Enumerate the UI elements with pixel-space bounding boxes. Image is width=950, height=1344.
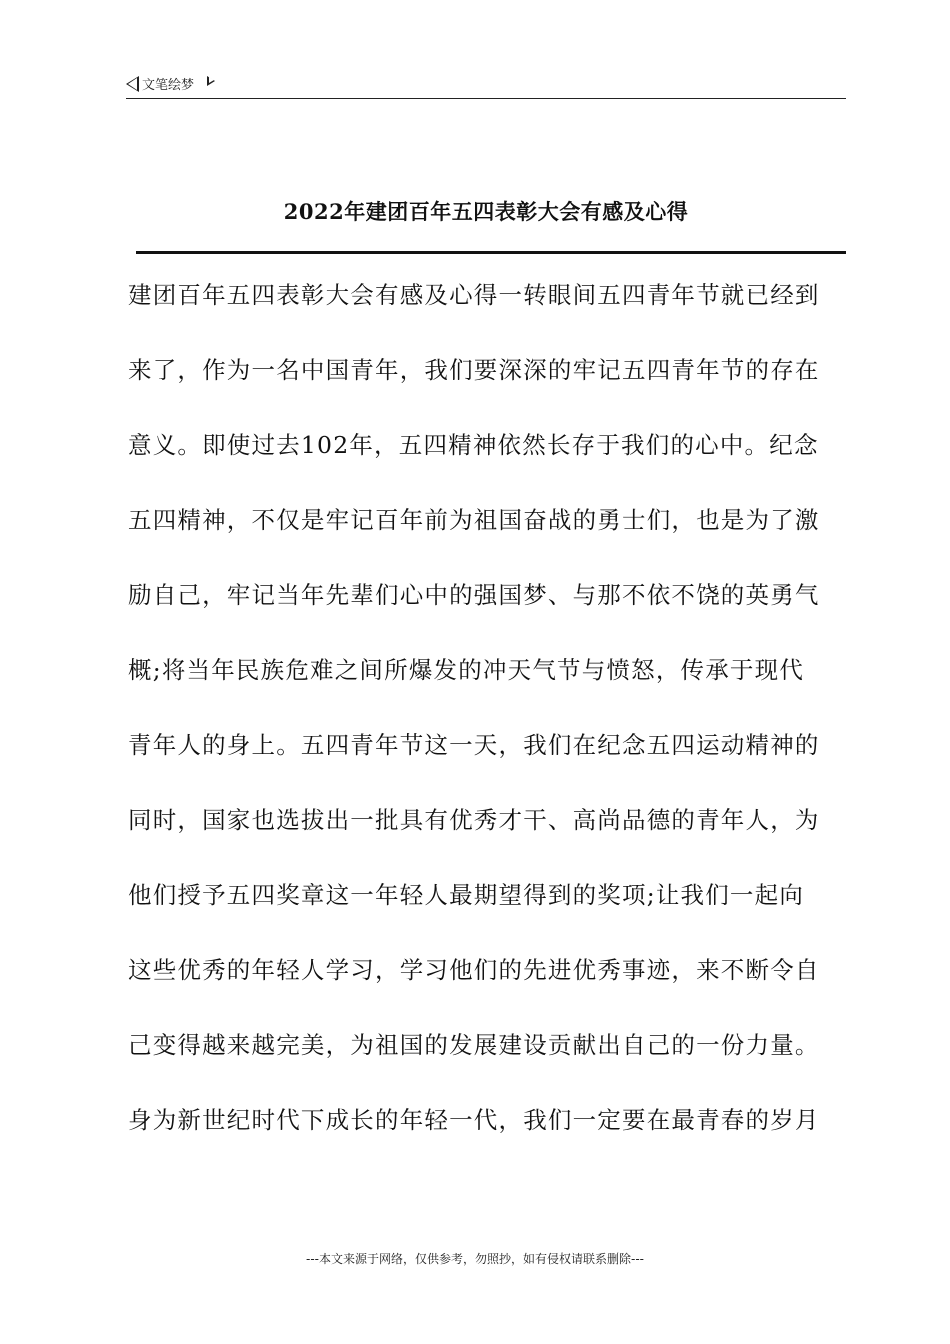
body-line: 青年人的身上。五四青年节这一天，我们在纪念五四运动精神的 [128,731,820,759]
footer-disclaimer: ---本文来源于网络，仅供参考，勿照抄，如有侵权请联系删除--- [306,1252,644,1266]
body-line: 意义。即使过去102年，五四精神依然长存于我们的心中。纪念 [128,431,819,459]
document-body [128,270,848,1170]
triangle-right-outline-icon [207,76,215,86]
body-line: 励自己，牢记当年先辈们心中的强国梦、与那不依不饶的英勇气 [128,581,820,609]
triangle-left-outline-icon [126,76,139,92]
body-line: 己变得越来越完美，为祖国的发展建设贡献出自己的一份力量。 [128,1031,820,1059]
body-line: 概;将当年民族危难之间所爆发的冲天气节与愤怒，传承于现代 [128,656,805,684]
brand-logo [126,74,215,93]
body-line: 来了，作为一名中国青年，我们要深深的牢记五四青年节的存在 [128,356,820,384]
body-line: 建团百年五四表彰大会有感及心得一转眼间五四青年节就已经到 [128,281,820,309]
page-header [126,74,846,99]
body-line: 这些优秀的年轻人学习，学习他们的先进优秀事迹，来不断令自 [128,956,820,984]
document-title: 2022年建团百年五四表彰大会有感及心得 [283,199,689,224]
brand-name: 文笔绘梦 [142,78,195,93]
body-line: 他们授予五四奖章这一年轻人最期望得到的奖项;让我们一起向 [128,881,805,909]
body-line: 五四精神，不仅是牢记百年前为祖国奋战的勇士们，也是为了激 [128,506,820,534]
body-line: 身为新世纪时代下成长的年轻一代，我们一定要在最青春的岁月 [128,1106,820,1134]
title-divider [136,251,846,254]
body-line: 同时，国家也选拔出一批具有优秀才干、高尚品德的青年人，为 [128,806,820,834]
